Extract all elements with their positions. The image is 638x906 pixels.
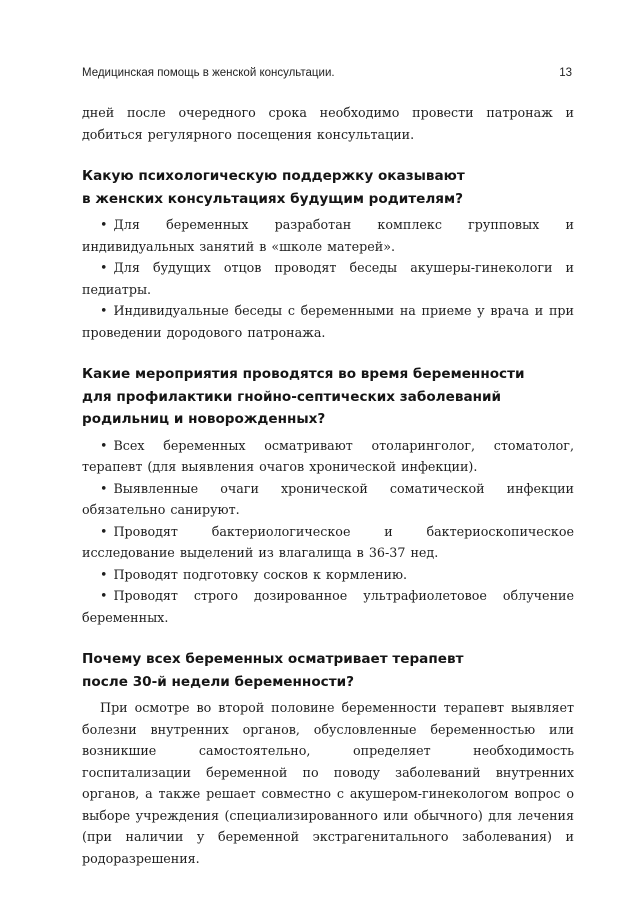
- bullet-icon: •: [100, 566, 108, 582]
- section-heading-therapist-exam: [82, 648, 574, 693]
- bullet-icon: •: [100, 217, 108, 232]
- bullet-text: Для будущих отцов проводят беседы акушеры-гинекологи и педиатры.: [82, 260, 574, 297]
- page-number: 13: [559, 67, 572, 79]
- heading-line: Какие мероприятия проводятся во время беременности: [82, 366, 525, 382]
- heading-line: Какую психологическую поддержку оказывают: [82, 168, 465, 184]
- heading-line: родильниц и новорожденных?: [82, 411, 326, 427]
- bullet-text: Всех беременных осматривают отоларинголог, стоматолог, терапевт (для выявления очагов хронической инфекции).: [82, 437, 574, 474]
- bullet-text: Проводят бактериологическое и бактериоскопическое исследование выделений из влагалища в 36-37 нед.: [82, 523, 574, 560]
- bullet-item: [82, 585, 574, 628]
- bullet-item: [82, 478, 574, 521]
- bullet-text: Проводят подготовку сосков к кормлению.: [113, 566, 408, 582]
- bullet-item: [82, 521, 574, 564]
- bullet-item: [82, 564, 574, 586]
- heading-line: Почему всех беременных осматривает терапевт: [82, 651, 464, 667]
- bullet-icon: •: [100, 260, 108, 275]
- running-head-title: Медицинская помощь в женской консультации.: [82, 67, 335, 79]
- heading-line: для профилактики гнойно-септических заболеваний: [82, 388, 502, 405]
- bullet-icon: •: [100, 480, 108, 496]
- bullet-icon: •: [100, 437, 108, 453]
- section-heading-psychological-support: [82, 165, 574, 210]
- bullet-text: Проводят строго дозированное ультрафиолетовое облучение беременных.: [82, 588, 574, 625]
- bullet-icon: •: [100, 523, 108, 539]
- bullet-icon: •: [100, 303, 108, 318]
- bullet-text: Индивидуальные беседы с беременными на приеме у врача и при проведении дородового патронажа.: [82, 303, 574, 340]
- running-head: [82, 67, 572, 83]
- intro-paragraph: дней после очередного срока необходимо провести патронаж и добиться регулярного посещения консультации.: [82, 105, 574, 142]
- main-content: [82, 102, 574, 869]
- heading-line: после 30-й недели беременности?: [82, 673, 355, 690]
- bullet-text: Для беременных разработан комплекс групповых и индивидуальных занятий в «школе матерей».: [82, 217, 574, 254]
- bullet-icon: •: [100, 588, 108, 603]
- bullet-text: Выявленные очаги хронической соматической инфекции обязательно санируют.: [82, 480, 574, 517]
- section-heading-septic-prevention: [82, 363, 574, 431]
- bullet-item: [82, 257, 574, 300]
- heading-line: в женских консультациях будущим родителям?: [82, 190, 464, 207]
- bullet-item: [82, 214, 574, 257]
- bullet-item: [82, 300, 574, 343]
- body-paragraph: При осмотре во второй половине беременности терапевт выявляет болезни внутренних органов, обусловленные беременностью или возникшие самостоятельно, определяет необходимость госпитализации беременной по поводу заболеваний внутренних органов, а также решает совместно с акушером-гинекологом вопрос о выборе учреждения (специализированного или обычного) для лечения (при наличии у беременной экстрагенитального заболевания) и родоразрешения.: [82, 700, 574, 866]
- bullet-item: [82, 435, 574, 478]
